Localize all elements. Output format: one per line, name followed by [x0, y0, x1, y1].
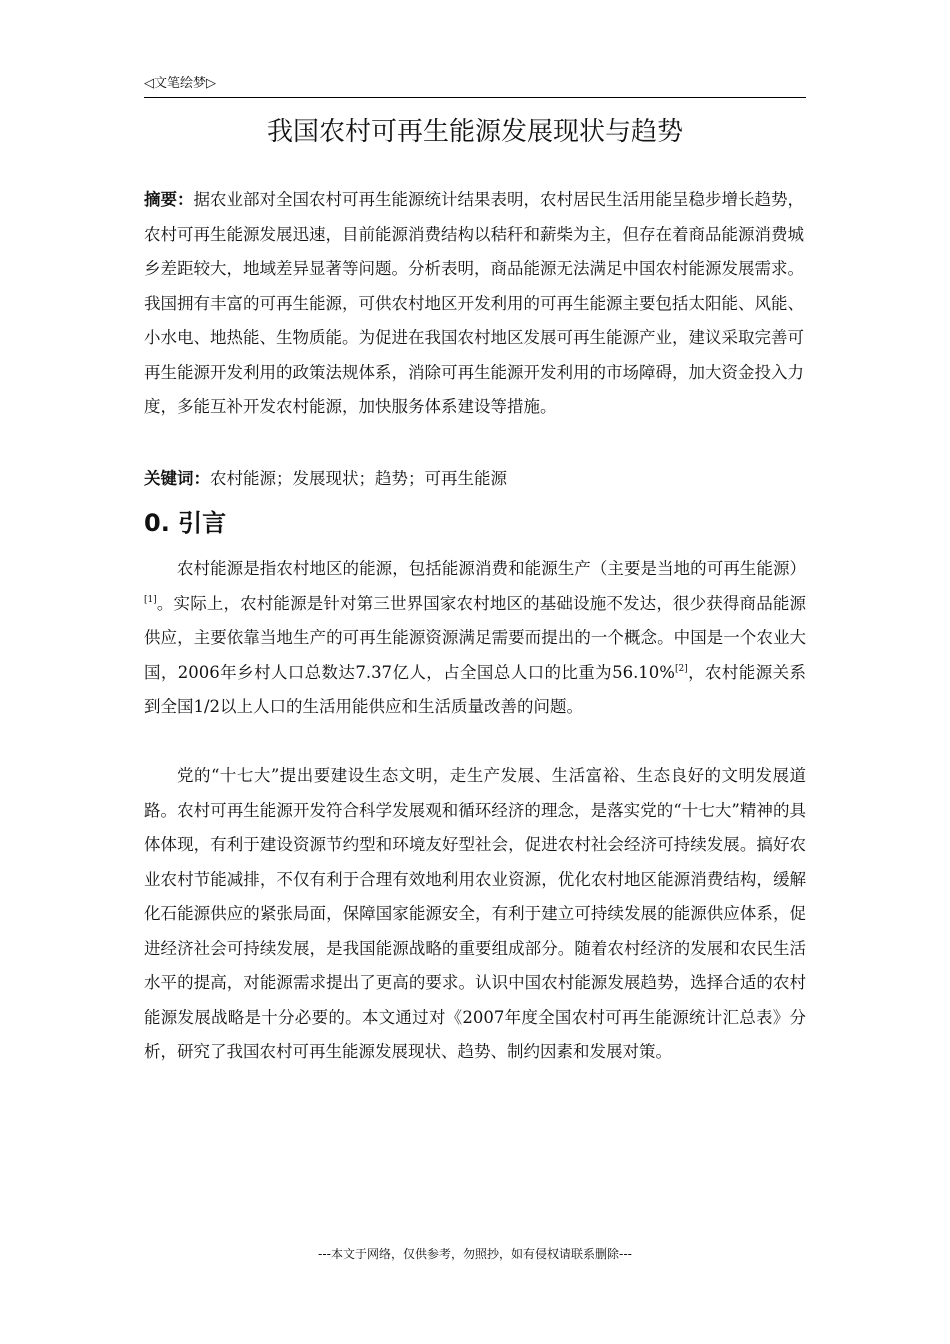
keywords-line — [144, 462, 806, 497]
abstract-label: 摘要： — [144, 190, 194, 209]
page-header — [144, 74, 806, 98]
paragraph-1-text-a: 农村能源是指农村地区的能源，包括能源消费和能源生产（主要是当地的可再生能源） — [177, 559, 806, 578]
section-heading: 0. 引言 — [144, 509, 227, 537]
abstract-paragraph — [144, 183, 806, 425]
intro-paragraph-1 — [144, 552, 806, 725]
intro-paragraph-2: 党的“十七大”提出要建设生态文明，走生产发展、生活富裕、生态良好的文明发展道路。农村可再生能源开发符合科学发展观和循环经济的理念，是落实党的“十七大”精神的具体体现，有利于建设资源节约型和环境友好型社会，促进农村社会经济可持续发展。搞好农业农村节能减排，不仅有利于合理有效地利用农业资源，优化农村地区能源消费结构，缓解化石能源供应的紧张局面，保障国家能源安全，有利于建立可持续发展的能源供应体系，促进经济社会可持续发展，是我国能源战略的重要组成部分。随着农村经济的发展和农民生活水平的提高，对能源需求提出了更高的要求。认识中国农村能源发展趋势，选择合适的农村能源发展战略是十分必要的。本文通过对《2007年度全国农村可再生能源统计汇总表》分析，研究了我国农村可再生能源发展现状、趋势、制约因素和发展对策。 — [144, 766, 806, 1061]
document-title: 我国农村可再生能源发展现状与趋势 — [266, 117, 683, 147]
paragraph-1-text-b: 。实际上，农村能源是针对第三世界国家农村地区的基础设施不发达，很少获得商品能源供应，主要依靠当地生产的可再生能源资源满足需要而提出的一个概念。中国是一个农业大国，2006年乡村人口总数达7.37亿人，占全国总人口的比重为56.10% — [144, 593, 806, 682]
keywords-text: 农村能源；发展现状；趋势；可再生能源 — [210, 469, 507, 488]
page-footer: ---本文于网络，仅供参考，勿照抄，如有侵权请联系删除--- — [318, 1247, 632, 1261]
citation-2: [2] — [674, 663, 688, 674]
keywords-label: 关键词： — [144, 469, 210, 488]
header-text: ◁文笔绘梦▷ — [144, 76, 216, 91]
abstract-text: 据农业部对全国农村可再生能源统计结果表明，农村居民生活用能呈稳步增长趋势，农村可再生能源发展迅速，目前能源消费结构以秸秆和薪柴为主，但存在着商品能源消费城乡差距较大，地域差异显著等问题。分析表明，商品能源无法满足中国农村能源发展需求。我国拥有丰富的可再生能源，可供农村地区开发利用的可再生能源主要包括太阳能、风能、小水电、地热能、生物质能。为促进在我国农村地区发展可再生能源产业，建议采取完善可再生能源开发利用的政策法规体系，消除可再生能源开发利用的市场障碍，加大资金投入力度，多能互补开发农村能源，加快服务体系建设等措施。 — [144, 190, 804, 416]
paragraph-1-text-c: ，农村能源关系到全国1/2以上人口的生活用能供应和生活质量改善的问题。 — [144, 662, 806, 716]
citation-1: [1] — [144, 594, 157, 605]
